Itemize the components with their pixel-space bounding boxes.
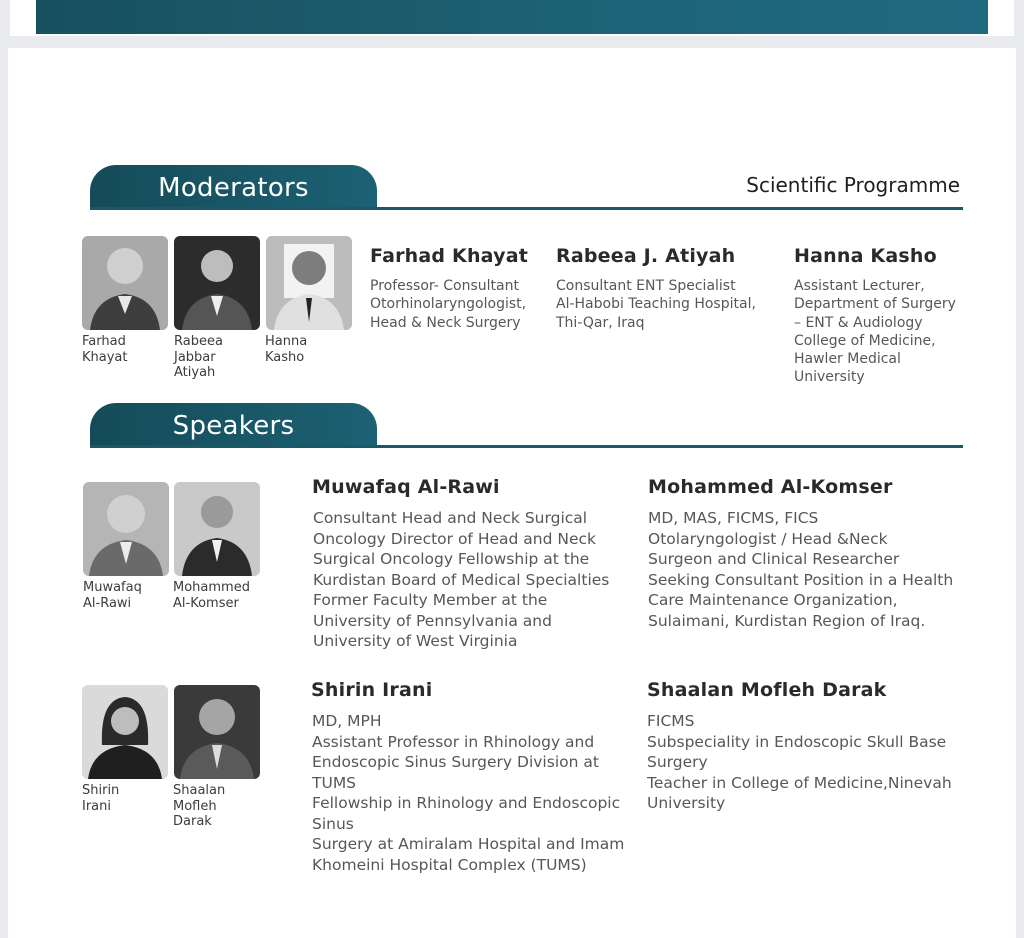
speaker-name-mohammed: Mohammed Al-Komser — [648, 476, 893, 498]
moderator-name-farhad: Farhad Khayat — [370, 245, 528, 267]
moderator-desc-farhad: Professor- Consultant Otorhinolaryngologist, Head & Neck Surgery — [370, 278, 527, 331]
previous-page-banner — [36, 0, 988, 34]
moderator-desc-rabeea: Consultant ENT Specialist Al-Habobi Teaching Hospital, Thi-Qar, Iraq — [556, 278, 756, 331]
person-portrait-icon — [174, 685, 260, 779]
speaker-photo-shaalan — [174, 685, 260, 779]
person-portrait-icon — [83, 482, 169, 576]
section-divider — [90, 445, 963, 448]
caption-hanna — [265, 334, 307, 365]
speakers-header — [90, 403, 963, 449]
caption-text: Mohammed Al-Komser — [173, 580, 250, 611]
caption-text: Rabeea Jabbar Atiyah — [174, 334, 223, 380]
caption-shirin — [82, 783, 119, 814]
moderator-photo-hanna — [266, 236, 352, 330]
caption-farhad — [82, 334, 128, 365]
caption-text: Hanna Kasho — [265, 334, 308, 365]
speaker-photo-mohammed — [174, 482, 260, 576]
caption-text: Muwafaq Al-Rawi — [83, 580, 142, 611]
speaker-desc-mohammed: MD, MAS, FICMS, FICS Otolaryngologist / Head &Neck Surgeon and Clinical Researcher Seeking Consultant Position in a Health Care Maintenance Organization, Sulaimani, Kurdistan Region of Iraq. — [648, 509, 954, 630]
caption-text: Farhad Khayat — [82, 334, 128, 365]
speaker-desc-muwafaq: Consultant Head and Neck Surgical Oncology Director of Head and Neck Surgical Oncology Fellowship at the Kurdistan Board of Medical Specialties Former Faculty Member at the University of Pennsylvania and University of West Virginia — [313, 509, 610, 650]
speakers-tab: Speakers — [90, 403, 377, 447]
caption-text: Shaalan Mofleh Darak — [173, 783, 226, 829]
caption-mohammed — [173, 580, 250, 611]
section-divider — [90, 207, 963, 210]
caption-shaalan — [173, 783, 225, 830]
speaker-photo-shirin — [82, 685, 168, 779]
person-portrait-icon — [266, 236, 352, 330]
programme-page — [8, 48, 1016, 938]
caption-rabeea — [174, 334, 223, 381]
speaker-name-muwafaq: Muwafaq Al-Rawi — [312, 476, 500, 498]
programme-label: Scientific Programme — [746, 173, 960, 197]
speaker-desc-shirin: MD, MPH Assistant Professor in Rhinology and Endoscopic Sinus Surgery Division at TUMS Fellowship in Rhinology and Endoscopic Sinus Surgery at Amiralam Hospital and Imam Khomeini Hospital Complex (TUMS) — [312, 712, 625, 874]
speaker-name-shirin: Shirin Irani — [311, 679, 433, 701]
moderator-name-hanna: Hanna Kasho — [794, 245, 937, 267]
person-portrait-icon — [174, 236, 260, 330]
moderator-name-rabeea: Rabeea J. Atiyah — [556, 245, 736, 267]
caption-text: Shirin Irani — [82, 783, 120, 814]
caption-muwafaq — [83, 580, 142, 611]
moderator-photo-rabeea — [174, 236, 260, 330]
speaker-desc-shaalan: FICMS Subspeciality in Endoscopic Skull Base Surgery Teacher in College of Medicine,Ninevah University — [647, 712, 952, 812]
person-portrait-icon — [82, 236, 168, 330]
moderators-tab: Moderators — [90, 165, 377, 209]
person-portrait-icon — [82, 685, 168, 779]
moderator-photo-farhad — [82, 236, 168, 330]
speaker-name-shaalan: Shaalan Mofleh Darak — [647, 679, 887, 701]
person-portrait-icon — [174, 482, 260, 576]
moderator-desc-hanna: Assistant Lecturer, Department of Surgery – ENT & Audiology College of Medicine, Hawler Medical University — [794, 278, 956, 386]
moderators-header — [90, 165, 963, 211]
speaker-photo-muwafaq — [83, 482, 169, 576]
